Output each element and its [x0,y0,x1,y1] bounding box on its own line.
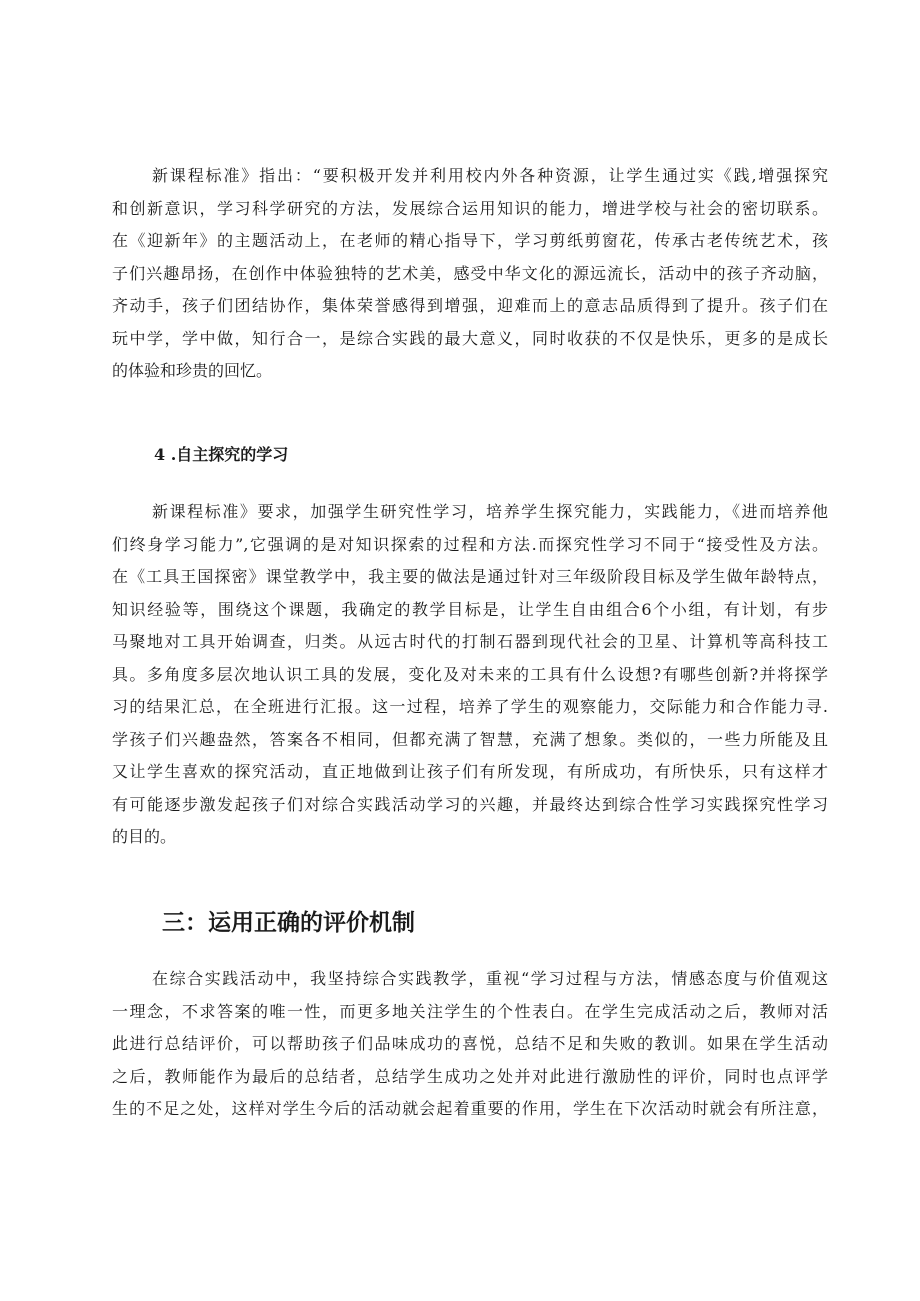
text-line: 此进行总结评价，可以帮助孩子们品味成功的喜悦，总结不足和失败的教训。如果在学生活动 [112,1034,828,1053]
text-line: 的目的。 [112,827,177,846]
text-line: 知识经验等，围绕这个课题，我确定的教学目标是，让学生自由组合6个小组，有计划，有步 [112,599,828,619]
text-line: 习的结果汇总，在全班进行汇报。这一过程，培养了学生的观察能力，交际能力和合作能力寻. [112,697,828,716]
text-line: 和创新意识，学习科学研究的方法，发展综合运用知识的能力，增进学校与社会的密切联系。 [112,198,828,218]
paragraph-evaluation-mechanism [112,963,828,1126]
paragraph-new-curriculum-practice [112,160,828,388]
text-line: 有可能逐步激发起孩子们对综合实践活动学习的兴趣，并最终达到综合性学习实践探究性学习 [112,794,828,814]
text-line: 马聚地对工具开始调查，归类。从远古时代的打制石器到现代社会的卫星、计算机等高科技工 [112,632,828,651]
text-line: 又让学生喜欢的探究活动，直正地做到让孩子们有所发现，有所成功，有所快乐，只有这样才 [112,762,828,781]
section-heading-evaluation: 三：运用正确的评价机制 [162,909,415,936]
text-line: 新课程标准》指出：“要积极开发并利用校内外各种资源，让学生通过实《践,增强探究 [152,166,828,185]
text-line: 在《迎新年》的主题活动上，在老师的精心指导下，学习剪纸剪窗花，传承古老传统艺术，孩 [112,231,828,250]
text-line: 学孩子们兴趣盎然，答案各不相同，但都充满了智慧，充满了想象。类似的，一些力所能及且 [112,729,828,749]
text-line: 之后，教师能作为最后的总结者，总结学生成功之处并对此进行激励性的评价，同时也点评学 [112,1066,828,1086]
text-line: 玩中学，学中做，知行合一，是综合实践的最大意义，同时收获的不仅是快乐，更多的是成长 [112,328,828,348]
item-heading-self-inquiry: 4 .自主探究的学习 [154,445,289,464]
text-line: 在《工具王国探密》课堂教学中，我主要的做法是通过针对三年级阶段目标及学生做年龄特点， [112,567,828,586]
text-line: 在综合实践活动中，我坚持综合实践教学，重视“学习过程与方法，情感态度与价值观这 [152,969,828,988]
paragraph-inquiry-learning [112,496,828,854]
text-line: 子们兴趣昂扬，在创作中体验独特的艺术美，感受中华文化的源远流长，活动中的孩子齐动脑， [112,263,828,283]
text-line: 新课程标准》要求，加强学生研究性学习，培养学生探究能力，实践能力，《进而培养他 [152,502,828,521]
text-line: 一理念，不求答案的唯一性，而更多地关注学生的个性表白。在学生完成活动之后，教师对活 [112,1001,828,1021]
text-line: 们终身学习能力”,它强调的是对知识探索的过程和方法.而探究性学习不同于“接受性及方法。 [112,534,828,554]
text-line: 齐动手，孩子们团结协作，集体荣誉感得到增强，迎难而上的意志品质得到了提升。孩子们在 [112,296,828,315]
text-line: 生的不足之处，这样对学生今后的活动就会起着重要的作用，学生在下次活动时就会有所注意， [112,1099,828,1118]
text-line: 的体验和珍贵的回忆。 [112,361,273,380]
text-line: 具。多角度多层次地认识工具的发展，变化及对未来的工具有什么设想?有哪些创新?并将探学 [112,664,828,684]
